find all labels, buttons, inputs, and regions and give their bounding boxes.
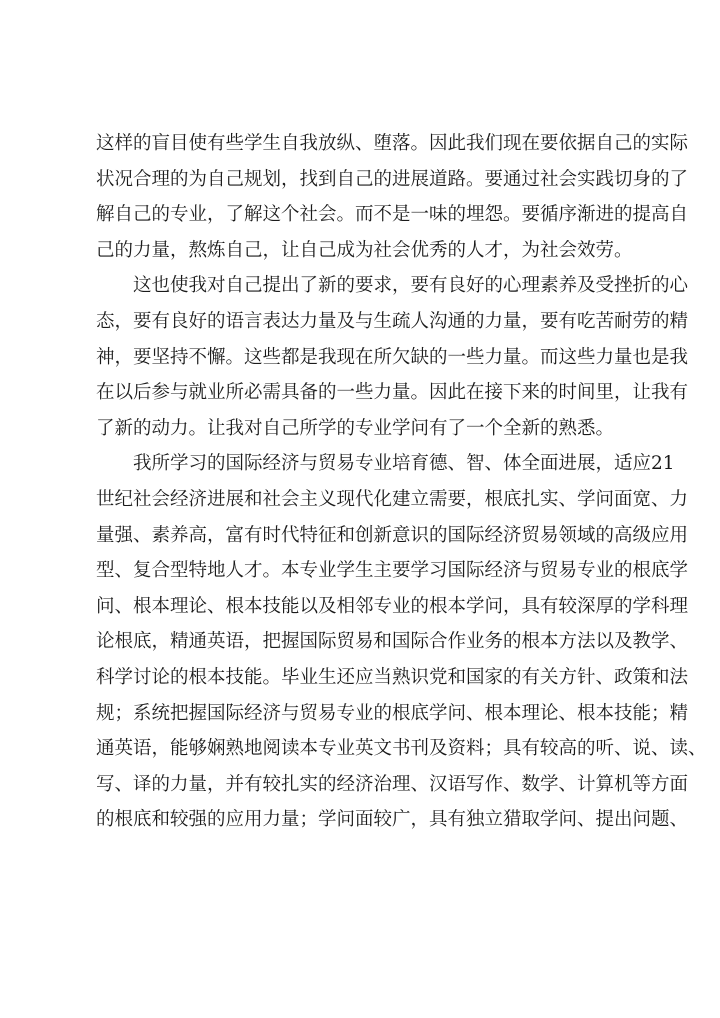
paragraph-1	[96, 126, 689, 268]
text-line: 型、复合型特地人才。本专业学生主要学习国际经济与贸易专业的根底学	[96, 560, 689, 582]
text-line: 通英语，能够娴熟地阅读本专业英文书刊及资料；具有较高的听、说、读、	[96, 738, 707, 760]
text-line: 了新的动力。让我对自己所学的专业学问有了一个全新的熟悉。	[96, 417, 615, 439]
text-line: 解自己的专业，了解这个社会。而不是一味的埋怨。要循序渐进的提高自	[96, 204, 689, 226]
text-line: 在以后参与就业所必需具备的一些力量。因此在接下来的时间里，让我有	[96, 382, 689, 404]
text-line: 这也使我对自己提出了新的要求，要有良好的心理素养及受挫折的心	[133, 275, 689, 297]
text-line: 科学讨论的根本技能。毕业生还应当熟识党和国家的有关方针、政策和法	[96, 666, 689, 688]
text-line: 状况合理的为自己规划，找到自己的进展道路。要通过社会实践切身的了	[96, 168, 689, 190]
text-line: 论根底，精通英语，把握国际贸易和国际合作业务的根本方法以及教学、	[96, 631, 689, 653]
text-line: 己的力量，熬炼自己，让自己成为社会优秀的人才，为社会效劳。	[96, 239, 633, 261]
text-line: 写、译的力量，并有较扎实的经济治理、汉语写作、数学、计算机等方面	[96, 773, 689, 795]
text-line: 态，要有良好的语言表达力量及与生疏人沟通的力量，要有吃苦耐劳的精	[96, 310, 689, 332]
paragraph-2	[96, 268, 689, 446]
body-text	[96, 126, 707, 838]
text-line: 的根底和较强的应用力量；学问面较广，具有独立猎取学问、提出问题、	[96, 809, 689, 831]
text-line: 神，要坚持不懈。这些都是我现在所欠缺的一些力量。而这些力量也是我	[96, 346, 689, 368]
text-line: 问、根本理论、根本技能以及相邻专业的根本学问，具有较深厚的学科理	[96, 595, 689, 617]
paragraph-3	[96, 446, 707, 838]
text-line: 我所学习的国际经济与贸易专业培育德、智、体全面进展，适应21	[133, 453, 675, 475]
text-line: 这样的盲目使有些学生自我放纵、堕落。因此我们现在要依据自己的实际	[96, 133, 689, 154]
text-line: 世纪社会经济进展和社会主义现代化建立需要，根底扎实、学问面宽、力	[96, 488, 689, 510]
text-line: 量强、素养高，富有时代特征和创新意识的国际经济贸易领域的高级应用	[96, 524, 689, 546]
text-line: 规；系统把握国际经济与贸易专业的根底学问、根本理论、根本技能；精	[96, 702, 689, 724]
